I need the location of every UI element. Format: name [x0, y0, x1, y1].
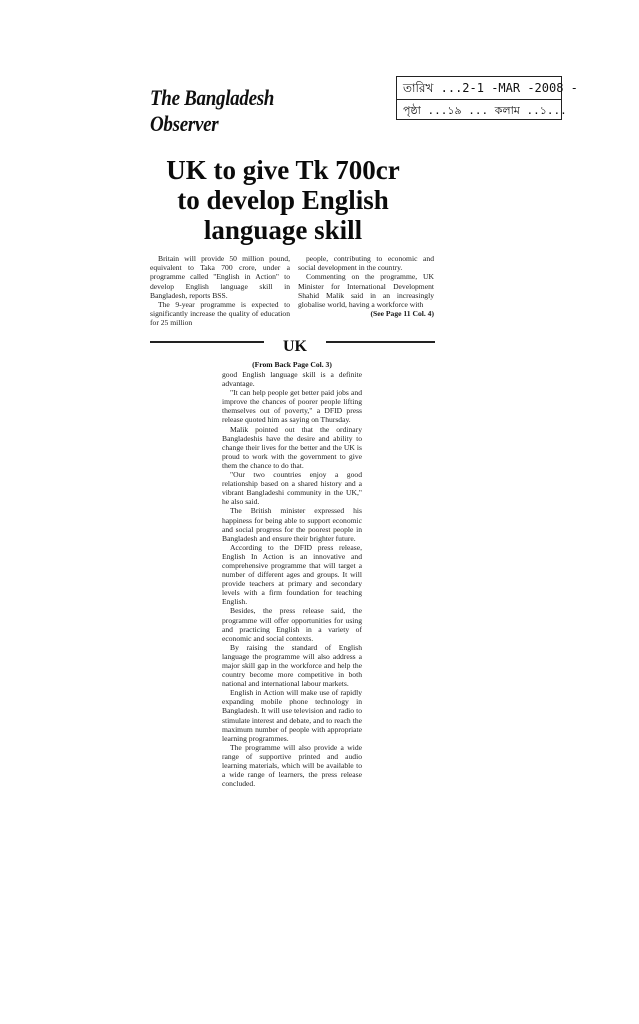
date-stamp-page: পৃষ্ঠা ...১৯ ... কলাম ..১... [403, 104, 567, 117]
continuation-paragraph: Malik pointed out that the ordinary Bangladeshis have the desire and ability to change their lives for the better and the UK is proud to work with the government to give them the chance to do that. [222, 424, 362, 470]
article-column-right [298, 254, 434, 338]
date-stamp [396, 76, 578, 120]
continuation-column [222, 370, 362, 946]
continuation-paragraph: The programme will also provide a wide range of supportive printed and audio learning materials, which will be available to a wide range of learners, the press release concluded. [222, 742, 362, 789]
date-stamp-divider [397, 99, 561, 100]
see-page-reference: (See Page 11 Col. 4) [370, 309, 434, 319]
date-stamp-date: তারিখ ...2-1 -MAR -2008 - [403, 81, 578, 95]
headline-line-3: language skill [203, 215, 363, 245]
article-column-left [150, 254, 290, 338]
headline-line-1: UK to give Tk 700cr [166, 155, 400, 185]
continuation-paragraph: According to the DFID press release, English In Action is an innovative and comprehensive programme that will target a number of different ages and groups. It will provide teachers at primary and secondary levels with a firm foundation for teaching English. [222, 542, 362, 607]
continuation-paragraph: The British minister expressed his happiness for being able to support economic and social progress for the poorest people in Bangladesh and ensure their brighter future. [222, 506, 362, 543]
newspaper-masthead: The Bangladesh Observer [150, 86, 275, 137]
continuation-paragraph: Besides, the press release said, the programme will offer opportunities for using and practicing English in a variety of economic and social contexts. [222, 606, 362, 643]
continuation-source: (From Back Page Col. 3) [252, 360, 332, 369]
continuation-paragraph: English in Action will make use of rapidly expanding mobile phone technology in Bangladesh. It will use television and radio to stimulate interest and debate, and to reach the maximum number of people with appropriate learning programmes. [222, 688, 362, 743]
article-paragraph: people, contributing to economic and social development in the country. [298, 254, 434, 273]
continuation-paragraph: "Our two countries enjoy a good relationship based on a shared history and a vibrant Bangladeshi community in the UK," he also said. [222, 470, 362, 507]
continuation-paragraph: good English language skill is a definite advantage. [222, 370, 362, 389]
article-headline [118, 155, 448, 245]
article-paragraph: Commenting on the programme, UK Minister for International Development Shahid Malik said in an increasingly globalise world, having a workforce with [298, 272, 434, 310]
continuation-paragraph: "It can help people get better paid jobs and improve the chances of poorer people lifting themselves out of poverty," a DFID press release quoted him as saying on Thursday. [222, 388, 362, 425]
continuation-paragraph: By raising the standard of English language the programme will also address a major skill gap in the workforce and help the country become more competitive in both national and international labour markets. [222, 642, 362, 689]
article-paragraph: The 9-year programme is expected to significantly increase the quality of education for 25 million [150, 300, 290, 328]
article-paragraph: Britain will provide 50 million pound, equivalent to Taka 700 crore, under a programme called "English in Action" to develop English language skill in Bangladesh, reports BSS. [150, 254, 290, 300]
headline-line-2: to develop English [177, 185, 389, 215]
continuation-heading: UK [264, 338, 326, 356]
